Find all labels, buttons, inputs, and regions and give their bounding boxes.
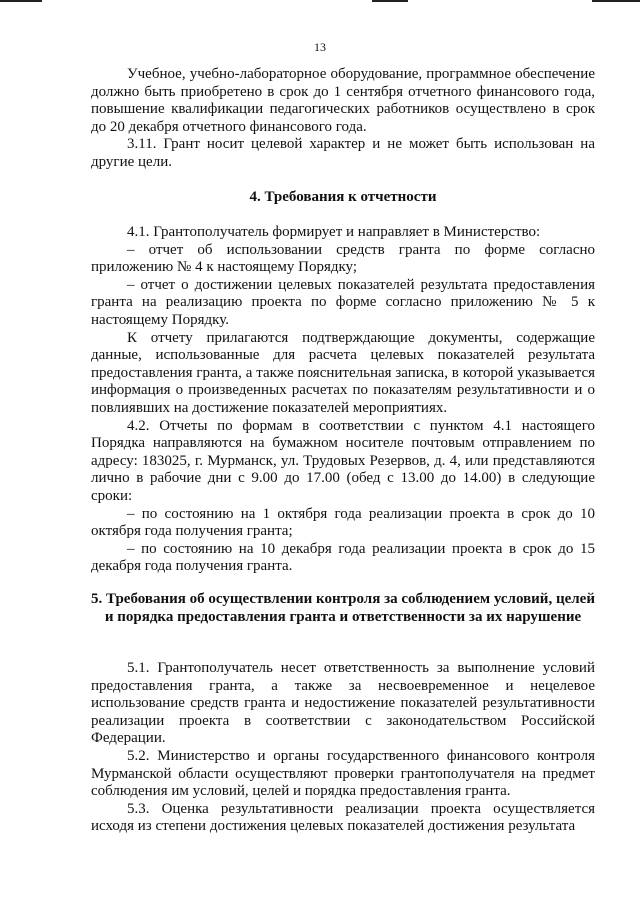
paragraph-5-1: 5.1. Грантополучатель несет ответственность за выполнение условий предоставления гранта, а также за несвоевременное и нецелевое использование средств гранта и недостижение показателей результативности реализации проекта в соответствии с законодательством Российской Федерации. [91,660,595,747]
section-5-body [91,660,595,836]
paragraph-attachments: К отчету прилагаются подтверждающие документы, содержащие данные, использованные для расчета целевых показателей результата предоставления гранта, а также пояснительная записка, в которой указывается информация о произведенных расчетах по показателям результативности и о повлиявших на достижение показателей мероприятиях. [91,329,595,416]
list-item-usage-report: – отчет об использовании средств гранта по форме согласно приложению № 4 к настоящему Порядку; [91,241,595,276]
paragraph-4-2: 4.2. Отчеты по формам в соответствии с пунктом 4.1 настоящего Порядка направляются на бумажном носителе почтовым отправлением по адресу: 183025, г. Мурманск, ул. Трудовых Резервов, д. 4, или представляются лично в рабочие дни с 9.00 до 17.00 (обед с 13.00 до 14.00) в следующие сроки: [91,417,595,504]
paragraph-5-2: 5.2. Министерство и органы государственного финансового контроля Мурманской области осуществляют проверки грантополучателя на предмет соблюдения им условий, целей и порядка предоставления гранта. [91,747,595,800]
top-edge-mark-right [592,0,640,2]
list-item-achievement-report: – отчет о достижении целевых показателей результата предоставления гранта на реализацию проекта по форме согласно приложению № 5 к настоящему Порядку. [91,276,595,328]
page-number: 13 [314,40,326,54]
list-item-october-deadline: – по состоянию на 1 октября года реализации проекта в срок до 10 октября года получения гранта; [91,505,595,540]
continuation-block [91,66,595,172]
top-edge-mark-left [0,0,42,2]
section-4-body [91,224,595,576]
paragraph-4-1: 4.1. Грантополучатель формирует и направляет в Министерство: [127,224,541,240]
paragraph-5-3: 5.3. Оценка результативности реализации проекта осуществляется исходя из степени достижения целевых показателей достижения результата [91,800,595,835]
paragraph-3-11: 3.11. Грант носит целевой характер и не может быть использован на другие цели. [91,136,595,170]
list-item-december-deadline: – по состоянию на 10 декабря года реализации проекта в срок до 15 декабря года получения гранта. [91,540,595,575]
paragraph-equipment-deadline: Учебное, учебно-лабораторное оборудование, программное обеспечение должно быть приобретено в срок до 1 сентября отчетного финансового года, повышение квалификации педагогических работников осуществлено в срок до 20 декабря отчетного финансового года. [91,66,595,135]
top-edge-mark-middle [372,0,408,2]
section-4-heading: 4. Требования к отчетности [249,189,437,205]
section-5-heading: 5. Требования об осуществлении контроля за соблюдением условий, целей и порядка предоставления гранта и ответственности за их нарушение [91,591,595,625]
